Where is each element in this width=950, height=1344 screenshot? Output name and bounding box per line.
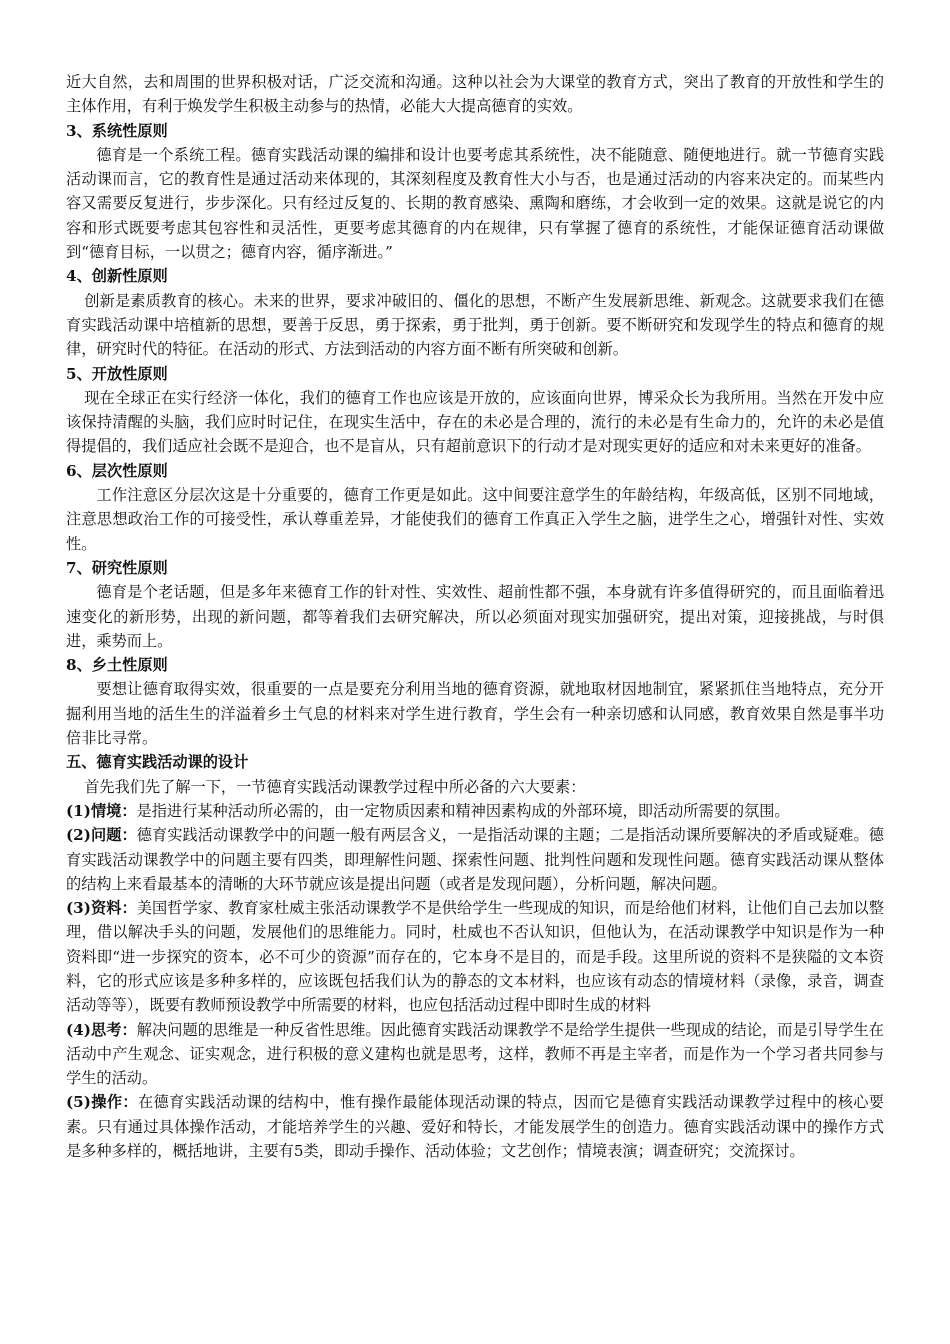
element-thinking-text: 解决问题的思维是一种反省性思维。因此德育实践活动课教学不是给学生提供一些现成的结论，而是引导学生在活动中产生观念、证实观念，进行积极的意义建构也就是思考，这样，教师不再是主宰者，而是作为一个学习者共同参与学生的活动。: [66, 1020, 884, 1088]
paragraph-innovation: 创新是素质教育的核心。未来的世界，要求冲破旧的、僵化的思想，不断产生发展新思维、新观念。这就要求我们在德育实践活动课中培植新的思想，要善于反思，勇于探索，勇于批判，勇于创新。要不断研究和发现学生的特点和德育的规律，研究时代的特征。在活动的形式、方法到活动的内容方面不断有所突破和创新。: [66, 291, 884, 359]
heading-section-five-design: 五、德育实践活动课的设计: [66, 753, 249, 772]
element-materials-text: 美国哲学家、教育家杜威主张活动课教学不是供给学生一些现成的知识，而是给他们材料，让他们自己去加以整理，借以解决手头的问题，发展他们的思维能力。同时，杜威也不否认知识，但他认为，在活动课教学中知识是作为一种资料即“进一步探究的资本，必不可少的资源”而存在的，它本身不是目的，而是手段。这里所说的资料不是狭隘的文本资料，它的形式应该是多种多样的，应该既包括我们认为的静态的文本材料，也应该有动态的情境材料（录像，录音，调查活动等等），既要有教师预设教学中所需要的材料，也应包括活动过程中即时生成的材料: [66, 899, 884, 1015]
heading-hierarchy-principle: 6、层次性原则: [66, 461, 168, 480]
term-problem: (2)问题：: [66, 826, 137, 845]
heading-systematic-principle: 3、系统性原则: [66, 121, 168, 140]
paragraph-hierarchy: 工作注意区分层次这是十分重要的，德育工作更是如此。这中间要注意学生的年龄结构，年级高低，区别不同地域，注意思想政治工作的可接受性，承认尊重差异，才能使我们的德育工作真正入学生之脑，进学生之心，增强针对性、实效性。: [66, 486, 884, 553]
paragraph-systematic: 德育是一个系统工程。德育实践活动课的编排和设计也要考虑其系统性，决不能随意、随便地进行。就一节德育实践活动课而言，它的教育性是通过活动来体现的，其深刻程度及教育性大小与否，也是通过活动的内容来决定的。而某些内容又需要反复进行，步步深化。只有经过反复的、长期的教育感染、熏陶和磨练，才会收到一定的效果。这就是说它的内容和形式既要考虑其包容性和灵活性，更要考虑其德育的内在规律，只有掌握了德育的系统性，才能保证德育活动课做到“德育目标，一以贯之；德育内容，循序渐进。”: [66, 145, 884, 262]
term-situation: (1)情境：: [66, 801, 137, 820]
paragraph-openness: 现在全球正在实行经济一体化，我们的德育工作也应该是开放的，应该面向世界，博采众长为我所用。当然在开发中应该保持清醒的头脑，我们应时时记住，在现实生活中，存在的未必是合理的，流行的未必是有生命力的，允许的未必是值得提倡的，我们适应社会既不是迎合，也不是盲从，只有超前意识下的行动才是对现实更好的适应和对未来更好的准备。: [66, 388, 884, 456]
paragraph-element-situation: [66, 799, 884, 823]
paragraph-research: 德育是个老话题，但是多年来德育工作的针对性、实效性、超前性都不强，本身就有许多值得研究的，而且面临着迅速变化的新形势，出现的新问题，都等着我们去研究解决，所以必须面对现实加强研究，提出对策，迎接挑战，与时俱进，乘势而上。: [66, 583, 884, 650]
element-situation-text: 是指进行某种活动所必需的，由一定物质因素和精神因素构成的外部环境，即活动所需要的氛围。: [136, 801, 790, 820]
heading-openness-principle: 5、开放性原则: [66, 364, 168, 383]
heading-innovation-principle: 4、创新性原则: [66, 267, 168, 286]
element-problem-text: 德育实践活动课教学中的问题一般有两层含义，一是指活动课的主题；二是指活动课所要解决的矛盾或疑难。德育实践活动课教学中的问题主要有四类，即理解性问题、探索性问题、批判性问题和发现性问题。德育实践活动课从整体的结构上来看最基本的清晰的大环节就应该是提出问题（或者是发现问题），分析问题，解决问题。: [66, 826, 884, 893]
paragraph-six-elements-intro: 首先我们先了解一下，一节德育实践活动课教学过程中所必备的六大要素：: [84, 777, 586, 796]
paragraph-element-problem: [66, 823, 884, 896]
heading-local-principle: 8、乡土性原则: [66, 656, 168, 675]
term-materials: (3)资料：: [66, 899, 137, 918]
paragraph-element-thinking: [66, 1018, 884, 1091]
paragraph-element-materials: [66, 896, 884, 1017]
paragraph-local: 要想让德育取得实效，很重要的一点是要充分利用当地的德育资源，就地取材因地制宜，紧紧抓住当地特点，充分开掘利用当地的活生生的洋溢着乡土气息的材料来对学生进行教育，学生会有一种亲切感和认同感，教育效果自然是事半功倍非比寻常。: [66, 680, 884, 748]
paragraph-element-operation: [66, 1090, 884, 1163]
term-operation: (5)操作：: [66, 1093, 138, 1112]
element-operation-text: 在德育实践活动课的结构中，惟有操作最能体现活动课的特点，因而它是德育实践活动课教学过程中的核心要素。只有通过具体操作活动，才能培养学生的兴趣、爱好和特长，才能发展学生的创造力。德育实践活动课中的操作方式是多种多样的，概括地讲，主要有5类，即动手操作、活动体验；文艺创作；情境表演；调查研究；交流探讨。: [66, 1093, 884, 1161]
term-thinking: (4)思考：: [66, 1020, 137, 1039]
paragraph-intro: 近大自然，去和周围的世界积极对话，广泛交流和沟通。这种以社会为大课堂的教育方式，突出了教育的开放性和学生的主体作用，有利于焕发学生积极主动参与的热情，必能大大提高德育的实效。: [66, 73, 884, 116]
heading-research-principle: 7、研究性原则: [66, 558, 168, 577]
